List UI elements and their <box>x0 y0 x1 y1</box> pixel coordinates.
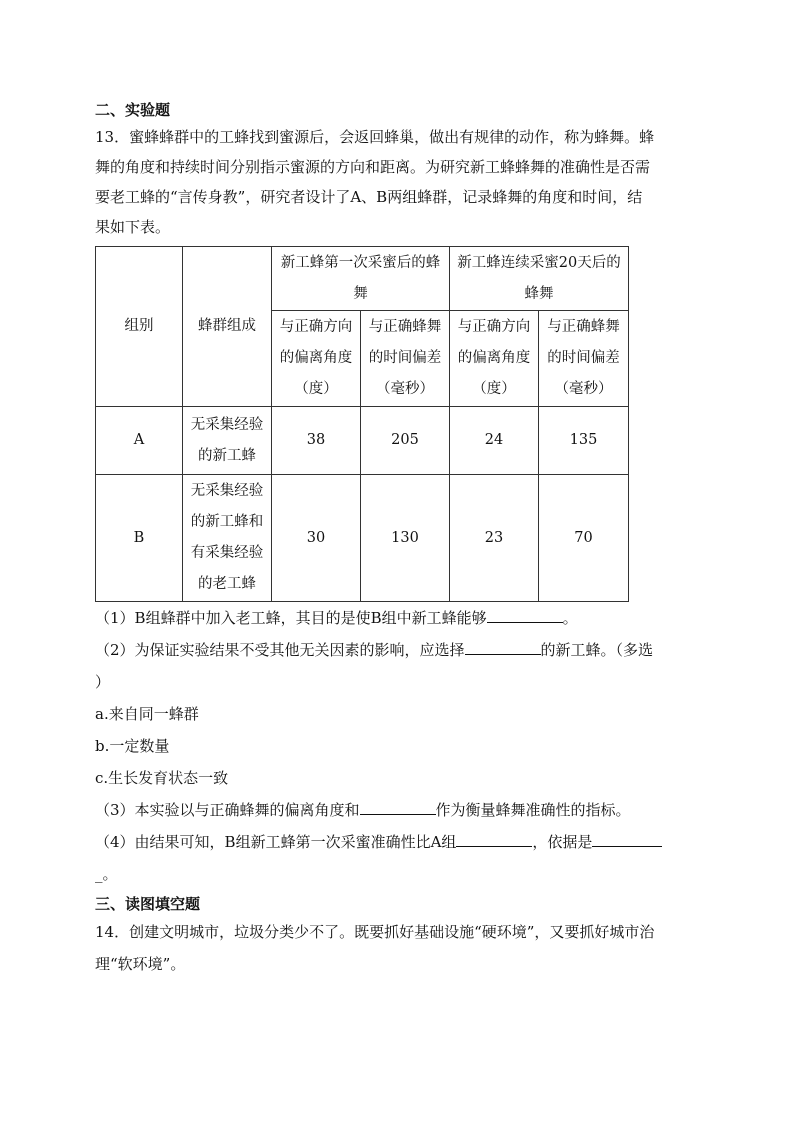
header-time-first: 与正确蜂舞的时间偏差（毫秒） <box>361 311 450 407</box>
option-a: a.来自同一蜂群 <box>95 705 199 723</box>
option-c: c.生长发育状态一致 <box>95 769 229 787</box>
table-row <box>96 407 629 475</box>
answer-blank-4[interactable] <box>456 830 532 847</box>
cell-angle-after: 23 <box>450 475 539 602</box>
sub1-text: （1）B组蜂群中加入老工蜂，其目的是使B组中新工蜂能够 <box>95 609 487 627</box>
answer-blank-1[interactable] <box>487 606 563 623</box>
header-group: 组别 <box>96 247 183 407</box>
sub-question-3 <box>95 794 705 826</box>
sub4-mid: ，依据是 <box>532 833 593 851</box>
results-table <box>95 246 629 602</box>
cell-angle-after: 24 <box>450 407 539 475</box>
sub2-end: 的新工蜂。（多选 <box>540 641 654 659</box>
sub-question-4 <box>95 826 705 858</box>
sub2-continuation: ） <box>95 673 111 691</box>
header-time-after: 与正确蜂舞的时间偏差（毫秒） <box>539 311 629 407</box>
stem-line: 舞的角度和持续时间分别指示蜜源的方向和距离。为研究新工蜂蜂舞的准确性是否需 <box>95 158 651 176</box>
answer-blank-3[interactable] <box>360 798 436 815</box>
question-13-stem <box>95 122 705 242</box>
header-angle-first: 与正确方向的偏离角度（度） <box>272 311 361 407</box>
cell-time-after: 135 <box>539 407 629 475</box>
header-angle-after: 与正确方向的偏离角度（度） <box>450 311 539 407</box>
cell-group: A <box>96 407 183 475</box>
answer-blank-2[interactable] <box>465 638 541 655</box>
cell-group: B <box>96 475 183 602</box>
answer-blank-5[interactable] <box>592 830 662 847</box>
stem-line: 要老工蜂的“言传身教”，研究者设计了A、B两组蜂群，记录蜂舞的角度和时间，结 <box>95 188 643 206</box>
sub1-end: 。 <box>562 609 578 627</box>
cell-composition: 无采集经验的新工蜂和有采集经验的老工蜂 <box>183 475 272 602</box>
cell-angle-first: 30 <box>272 475 361 602</box>
option-b: b.一定数量 <box>95 737 170 755</box>
section-title-experiment: 二、实验题 <box>95 101 171 119</box>
sub3-text: （3）本实验以与正确蜂舞的偏离角度和 <box>95 801 360 819</box>
cell-time-after: 70 <box>539 475 629 602</box>
cell-time-first: 205 <box>361 407 450 475</box>
sub2-text: （2）为保证实验结果不受其他无关因素的影响，应选择 <box>95 641 465 659</box>
header-first-collect: 新工蜂第一次采蜜后的蜂舞 <box>272 247 450 311</box>
cell-composition: 无采集经验的新工蜂 <box>183 407 272 475</box>
sub4-text: （4）由结果可知，B组新工蜂第一次采蜜准确性比A组 <box>95 833 457 851</box>
cell-angle-first: 38 <box>272 407 361 475</box>
sub-question-1 <box>95 602 705 634</box>
sub3-end: 作为衡量蜂舞准确性的指标。 <box>435 801 631 819</box>
header-composition: 蜂群组成 <box>183 247 272 407</box>
stem-line: 14．创建文明城市，垃圾分类少不了。既要抓好基础设施“硬环境”，又要抓好城市治 <box>95 923 655 941</box>
document-page <box>95 96 705 980</box>
cell-time-first: 130 <box>361 475 450 602</box>
table-row <box>96 475 629 602</box>
sub4-continuation: _。 <box>95 865 118 883</box>
stem-line: 理“软环境”。 <box>95 955 186 973</box>
question-14-stem <box>95 916 705 980</box>
section-title-map-reading: 三、读图填空题 <box>95 895 201 913</box>
sub-question-2 <box>95 634 705 666</box>
stem-line: 13．蜜蜂蜂群中的工蜂找到蜜源后，会返回蜂巢，做出有规律的动作，称为蜂舞。蜂 <box>95 128 655 146</box>
header-after-20-days: 新工蜂连续采蜜20天后的蜂舞 <box>450 247 629 311</box>
stem-line: 果如下表。 <box>95 218 171 236</box>
